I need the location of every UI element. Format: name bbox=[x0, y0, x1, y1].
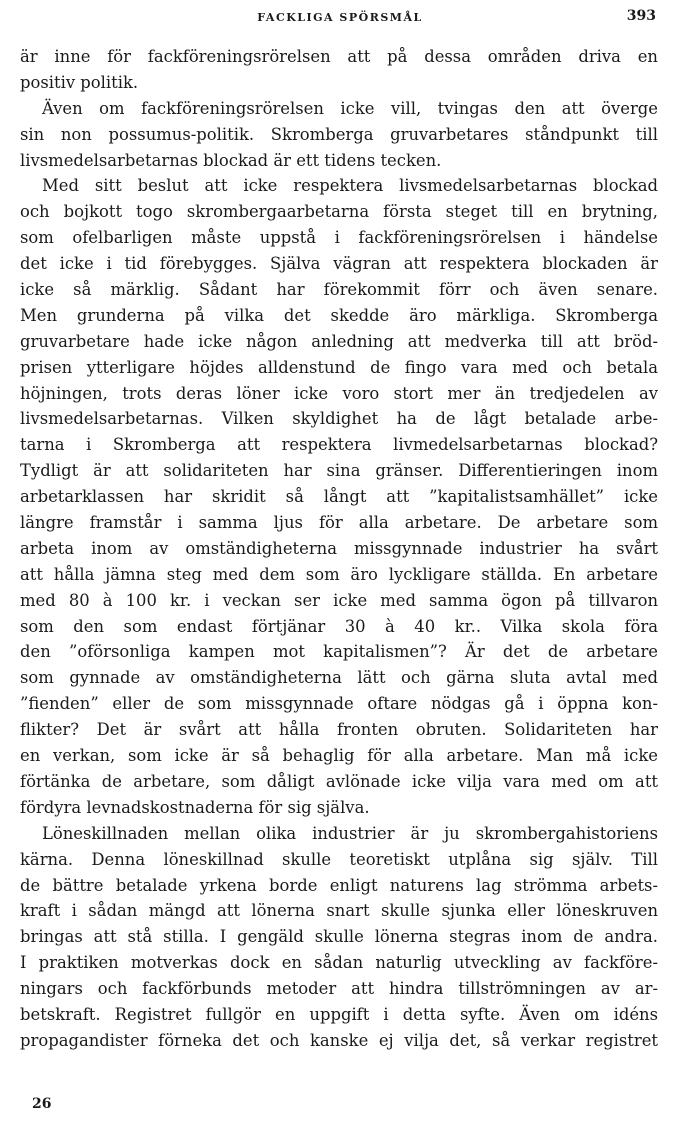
text-line: livsmedelsarbetarnas. Vilken skyldighet ha de lågt betalade arbe- bbox=[20, 409, 658, 429]
signature-mark: 26 bbox=[32, 1096, 52, 1112]
page-number: 393 bbox=[626, 8, 656, 24]
text-line: längre framstår i samma ljus för alla arbetare. De arbetare som bbox=[20, 513, 658, 533]
text-line: det icke i tid förebygges. Själva vägran att respektera blockaden är bbox=[20, 254, 658, 274]
text-line: arbeta inom av omständigheterna missgynnade industrier ha svårt bbox=[20, 538, 658, 558]
text-line: och bojkott togo skrombergaarbetarna första steget till en brytning, bbox=[20, 202, 658, 222]
text-line: ningars och fackförbunds metoder att hindra tillströmningen av ar- bbox=[20, 979, 658, 999]
text-line: gruvarbetare hade icke någon anledning att medverka till att bröd- bbox=[20, 331, 658, 351]
text-line: I praktiken motverkas dock en sådan naturlig utveckling av fackföre- bbox=[20, 953, 658, 973]
text-line: Med sitt beslut att icke respektera livsmedelsarbetarnas blockad bbox=[42, 176, 658, 196]
text-line: som den som endast förtjänar 30 à 40 kr.. Vilka skola föra bbox=[20, 616, 658, 636]
text-line: tarna i Skromberga att respektera livmedelsarbetarnas blockad? bbox=[20, 435, 658, 455]
text-line: betskraft. Registret fullgör en uppgift i detta syfte. Även om idéns bbox=[20, 1004, 658, 1024]
text-line: en verkan, som icke är så behaglig för alla arbetare. Man må icke bbox=[20, 746, 658, 766]
text-line: som ofelbarligen måste uppstå i fackföreningsrörelsen i händelse bbox=[20, 228, 658, 248]
text-line: arbetarklassen har skridit så långt att ”kapitalistsamhället” icke bbox=[20, 487, 658, 507]
text-line: att hålla jämna steg med dem som äro lyckligare ställda. En arbetare bbox=[20, 564, 658, 584]
text-line: de bättre betalade yrkena borde enligt naturens lag strömma arbets- bbox=[20, 875, 658, 895]
text-line: flikter? Det är svårt att hålla fronten obruten. Solidariteten har bbox=[20, 720, 658, 740]
text-line: med 80 à 100 kr. i veckan ser icke med samma ögon på tillvaron bbox=[20, 590, 658, 610]
text-line: livsmedelsarbetarnas blockad är ett tidens tecken. bbox=[20, 150, 442, 170]
text-line: Löneskillnaden mellan olika industrier är ju skrombergahistoriens bbox=[42, 823, 658, 843]
text-line: bringas att stå stilla. I gengäld skulle lönerna stegras inom de andra. bbox=[20, 927, 658, 947]
text-line: Även om fackföreningsrörelsen icke vill, tvingas den att överge bbox=[42, 98, 658, 118]
text-line: fördyra levnadskostnaderna för sig själva. bbox=[20, 797, 370, 817]
text-line: propagandister förneka det och kanske ej vilja det, så verkar registret bbox=[20, 1030, 658, 1050]
text-line: positiv politik. bbox=[20, 72, 139, 92]
text-line: kärna. Denna löneskillnad skulle teoretiskt utplåna sig själv. Till bbox=[20, 849, 658, 869]
text-line: som gynnade av omständigheterna lätt och gärna sluta avtal med bbox=[20, 668, 658, 688]
text-line: är inne för fackföreningsrörelsen att på dessa områden driva en bbox=[20, 47, 658, 66]
text-line: sin non possumus-politik. Skromberga gruvarbetares ståndpunkt till bbox=[20, 124, 658, 144]
running-title: FACKLIGA SPÖRSMÅL bbox=[257, 11, 423, 24]
body-text bbox=[20, 44, 658, 1054]
text-line: icke så märklig. Sådant har förekommit förr och även senare. bbox=[20, 280, 658, 300]
text-line: prisen ytterligare höjdes alldenstund de fingo vara med och betala bbox=[20, 357, 658, 377]
text-line: ”fienden” eller de som missgynnade oftare nödgas gå i öppna kon- bbox=[20, 694, 658, 714]
text-line: förtänka de arbetare, som dåligt avlönade icke vilja vara med om att bbox=[20, 771, 658, 791]
text-line: Men grunderna på vilka det skedde äro märkliga. Skromberga bbox=[20, 305, 658, 325]
text-line: Tydligt är att solidariteten har sina gränser. Differentieringen inom bbox=[20, 461, 658, 481]
text-line: den ”oförsonliga kampen mot kapitalismen”? Är det de arbetare bbox=[20, 642, 658, 662]
running-head bbox=[0, 8, 680, 28]
text-line: kraft i sådan mängd att lönerna snart skulle sjunka eller löneskruven bbox=[20, 901, 658, 921]
text-line: höjningen, trots deras löner icke voro stort mer än tredjedelen av bbox=[20, 383, 658, 403]
